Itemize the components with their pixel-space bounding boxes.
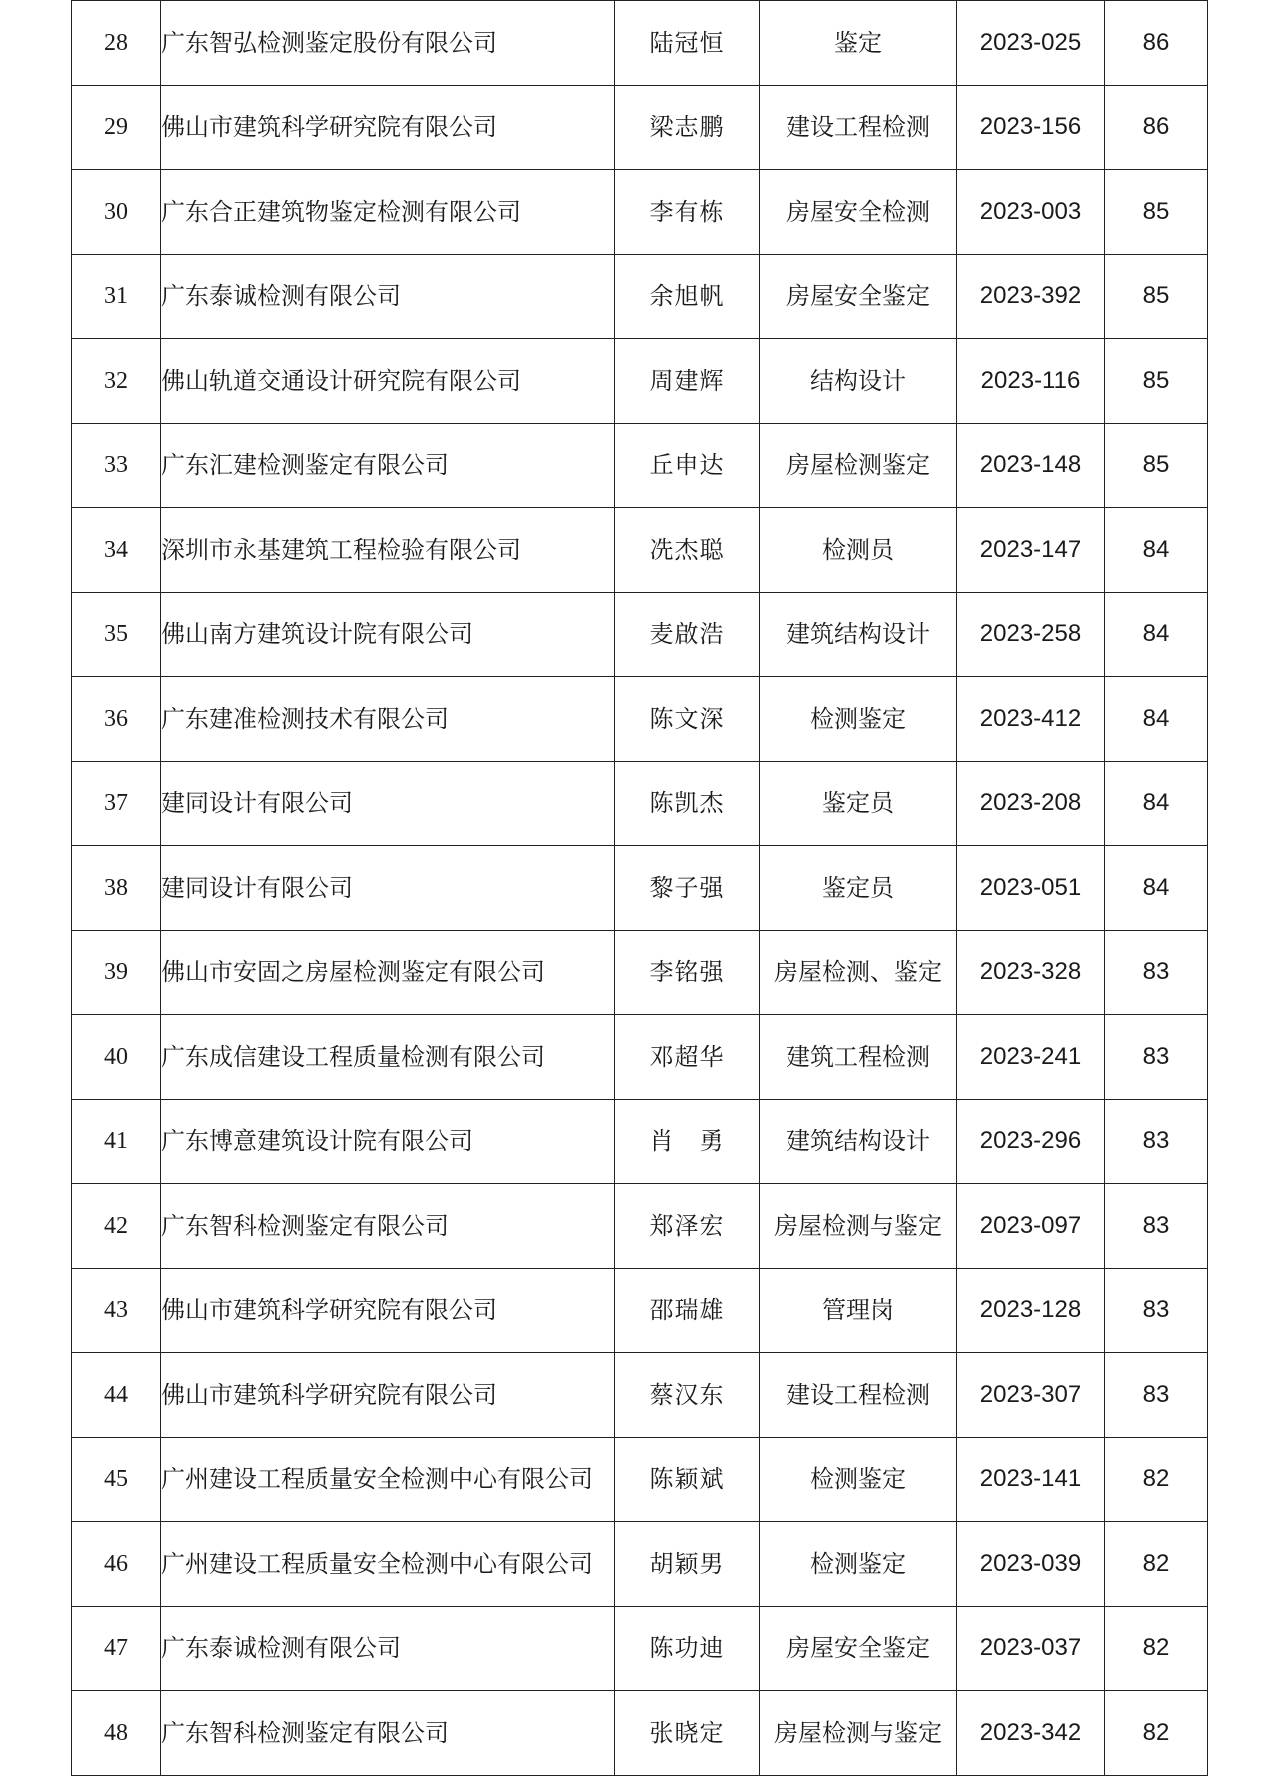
row-number: 33 <box>72 423 161 508</box>
person-name-cell: 肖 勇 <box>615 1099 760 1184</box>
person-name-cell: 丘申达 <box>615 423 760 508</box>
score-cell: 85 <box>1105 423 1208 508</box>
position-cell: 房屋检测与鉴定 <box>760 1184 957 1269</box>
code-cell: 2023-307 <box>957 1353 1105 1438</box>
person-name-cell: 梁志鹏 <box>615 85 760 170</box>
row-number: 40 <box>72 1015 161 1100</box>
score-cell: 83 <box>1105 930 1208 1015</box>
person-name-cell: 邵瑞雄 <box>615 1268 760 1353</box>
position-cell: 鉴定 <box>760 1 957 86</box>
position-cell: 房屋安全鉴定 <box>760 1606 957 1691</box>
position-cell: 建筑结构设计 <box>760 592 957 677</box>
position-cell: 房屋检测鉴定 <box>760 423 957 508</box>
person-name-cell: 邓超华 <box>615 1015 760 1100</box>
row-number: 34 <box>72 508 161 593</box>
company-cell: 佛山市建筑科学研究院有限公司 <box>161 1268 615 1353</box>
company-cell: 佛山轨道交通设计研究院有限公司 <box>161 339 615 424</box>
person-name-cell: 陈颖斌 <box>615 1437 760 1522</box>
position-cell: 检测鉴定 <box>760 677 957 762</box>
company-cell: 深圳市永基建筑工程检验有限公司 <box>161 508 615 593</box>
person-name-cell: 李有栋 <box>615 170 760 255</box>
company-cell: 建同设计有限公司 <box>161 761 615 846</box>
code-cell: 2023-097 <box>957 1184 1105 1269</box>
table-row <box>72 1353 1208 1438</box>
position-cell: 建筑工程检测 <box>760 1015 957 1100</box>
code-cell: 2023-147 <box>957 508 1105 593</box>
score-cell: 85 <box>1105 254 1208 339</box>
row-number: 32 <box>72 339 161 424</box>
table-row <box>72 1522 1208 1607</box>
row-number: 41 <box>72 1099 161 1184</box>
code-cell: 2023-148 <box>957 423 1105 508</box>
table-row <box>72 85 1208 170</box>
score-cell: 82 <box>1105 1691 1208 1776</box>
company-cell: 广东建准检测技术有限公司 <box>161 677 615 762</box>
row-number: 47 <box>72 1606 161 1691</box>
code-cell: 2023-039 <box>957 1522 1105 1607</box>
row-number: 46 <box>72 1522 161 1607</box>
row-number: 36 <box>72 677 161 762</box>
score-cell: 85 <box>1105 339 1208 424</box>
score-cell: 83 <box>1105 1015 1208 1100</box>
company-cell: 广东汇建检测鉴定有限公司 <box>161 423 615 508</box>
table-row <box>72 1 1208 86</box>
position-cell: 检测鉴定 <box>760 1522 957 1607</box>
company-cell: 佛山市建筑科学研究院有限公司 <box>161 1353 615 1438</box>
table-row <box>72 1691 1208 1776</box>
company-cell: 广东智科检测鉴定有限公司 <box>161 1691 615 1776</box>
company-cell: 佛山市建筑科学研究院有限公司 <box>161 85 615 170</box>
person-name-cell: 郑泽宏 <box>615 1184 760 1269</box>
code-cell: 2023-296 <box>957 1099 1105 1184</box>
position-cell: 房屋安全检测 <box>760 170 957 255</box>
company-cell: 广东泰诚检测有限公司 <box>161 1606 615 1691</box>
row-number: 30 <box>72 170 161 255</box>
score-cell: 84 <box>1105 761 1208 846</box>
position-cell: 检测鉴定 <box>760 1437 957 1522</box>
code-cell: 2023-156 <box>957 85 1105 170</box>
table-row <box>72 1184 1208 1269</box>
table-row <box>72 592 1208 677</box>
position-cell: 鉴定员 <box>760 846 957 931</box>
code-cell: 2023-208 <box>957 761 1105 846</box>
person-name-cell: 陈凯杰 <box>615 761 760 846</box>
table-row <box>72 846 1208 931</box>
person-name-cell: 陆冠恒 <box>615 1 760 86</box>
row-number: 48 <box>72 1691 161 1776</box>
company-cell: 广东成信建设工程质量检测有限公司 <box>161 1015 615 1100</box>
code-cell: 2023-342 <box>957 1691 1105 1776</box>
row-number: 45 <box>72 1437 161 1522</box>
score-cell: 82 <box>1105 1437 1208 1522</box>
row-number: 28 <box>72 1 161 86</box>
row-number: 43 <box>72 1268 161 1353</box>
score-cell: 84 <box>1105 846 1208 931</box>
score-cell: 85 <box>1105 170 1208 255</box>
score-cell: 83 <box>1105 1184 1208 1269</box>
table-row <box>72 1015 1208 1100</box>
person-name-cell: 陈文深 <box>615 677 760 762</box>
code-cell: 2023-037 <box>957 1606 1105 1691</box>
code-cell: 2023-141 <box>957 1437 1105 1522</box>
person-name-cell: 胡颖男 <box>615 1522 760 1607</box>
person-name-cell: 余旭帆 <box>615 254 760 339</box>
person-name-cell: 陈功迪 <box>615 1606 760 1691</box>
position-cell: 管理岗 <box>760 1268 957 1353</box>
row-number: 31 <box>72 254 161 339</box>
row-number: 39 <box>72 930 161 1015</box>
person-name-cell: 黎子强 <box>615 846 760 931</box>
code-cell: 2023-116 <box>957 339 1105 424</box>
ranking-table <box>71 0 1208 1776</box>
person-name-cell: 周建辉 <box>615 339 760 424</box>
table-row <box>72 1437 1208 1522</box>
company-cell: 建同设计有限公司 <box>161 846 615 931</box>
table-row <box>72 170 1208 255</box>
table-row <box>72 1099 1208 1184</box>
table-row <box>72 1606 1208 1691</box>
row-number: 44 <box>72 1353 161 1438</box>
code-cell: 2023-392 <box>957 254 1105 339</box>
table-row <box>72 339 1208 424</box>
company-cell: 广东博意建筑设计院有限公司 <box>161 1099 615 1184</box>
position-cell: 房屋检测、鉴定 <box>760 930 957 1015</box>
code-cell: 2023-051 <box>957 846 1105 931</box>
code-cell: 2023-412 <box>957 677 1105 762</box>
code-cell: 2023-025 <box>957 1 1105 86</box>
company-cell: 佛山市安固之房屋检测鉴定有限公司 <box>161 930 615 1015</box>
position-cell: 房屋检测与鉴定 <box>760 1691 957 1776</box>
score-cell: 83 <box>1105 1268 1208 1353</box>
table-row <box>72 1268 1208 1353</box>
table-row <box>72 423 1208 508</box>
row-number: 38 <box>72 846 161 931</box>
table-row <box>72 254 1208 339</box>
code-cell: 2023-241 <box>957 1015 1105 1100</box>
position-cell: 结构设计 <box>760 339 957 424</box>
company-cell: 广东合正建筑物鉴定检测有限公司 <box>161 170 615 255</box>
person-name-cell: 蔡汉东 <box>615 1353 760 1438</box>
code-cell: 2023-328 <box>957 930 1105 1015</box>
score-cell: 86 <box>1105 85 1208 170</box>
company-cell: 广东智科检测鉴定有限公司 <box>161 1184 615 1269</box>
row-number: 42 <box>72 1184 161 1269</box>
row-number: 29 <box>72 85 161 170</box>
position-cell: 建设工程检测 <box>760 85 957 170</box>
results-sheet <box>71 0 1208 1776</box>
position-cell: 检测员 <box>760 508 957 593</box>
table-row <box>72 508 1208 593</box>
code-cell: 2023-128 <box>957 1268 1105 1353</box>
person-name-cell: 张晓定 <box>615 1691 760 1776</box>
score-cell: 82 <box>1105 1522 1208 1607</box>
company-cell: 广州建设工程质量安全检测中心有限公司 <box>161 1437 615 1522</box>
table-body <box>72 1 1208 1776</box>
row-number: 35 <box>72 592 161 677</box>
table-row <box>72 677 1208 762</box>
person-name-cell: 麦啟浩 <box>615 592 760 677</box>
company-cell: 广州建设工程质量安全检测中心有限公司 <box>161 1522 615 1607</box>
position-cell: 建设工程检测 <box>760 1353 957 1438</box>
company-cell: 佛山南方建筑设计院有限公司 <box>161 592 615 677</box>
table-row <box>72 930 1208 1015</box>
company-cell: 广东智弘检测鉴定股份有限公司 <box>161 1 615 86</box>
score-cell: 83 <box>1105 1099 1208 1184</box>
score-cell: 84 <box>1105 508 1208 593</box>
row-number: 37 <box>72 761 161 846</box>
position-cell: 房屋安全鉴定 <box>760 254 957 339</box>
person-name-cell: 冼杰聪 <box>615 508 760 593</box>
company-cell: 广东泰诚检测有限公司 <box>161 254 615 339</box>
code-cell: 2023-258 <box>957 592 1105 677</box>
score-cell: 83 <box>1105 1353 1208 1438</box>
person-name-cell: 李铭强 <box>615 930 760 1015</box>
position-cell: 建筑结构设计 <box>760 1099 957 1184</box>
score-cell: 84 <box>1105 677 1208 762</box>
score-cell: 84 <box>1105 592 1208 677</box>
score-cell: 86 <box>1105 1 1208 86</box>
position-cell: 鉴定员 <box>760 761 957 846</box>
table-row <box>72 761 1208 846</box>
code-cell: 2023-003 <box>957 170 1105 255</box>
score-cell: 82 <box>1105 1606 1208 1691</box>
